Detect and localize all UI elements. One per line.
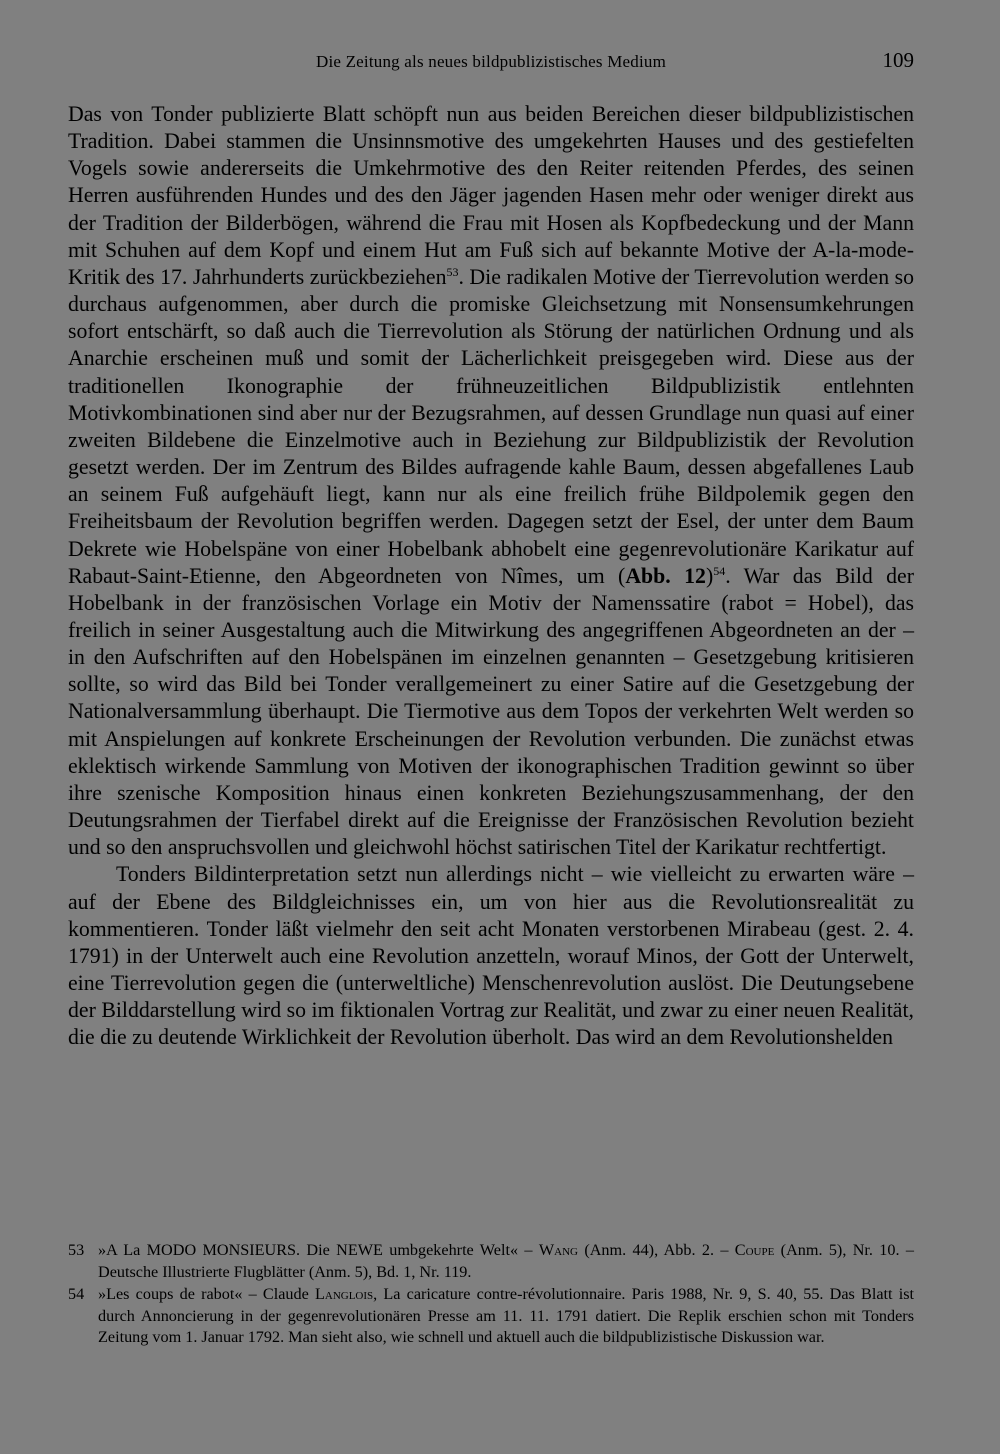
- author-name: Langlois: [314, 1285, 374, 1304]
- footnote-text: [98, 1284, 914, 1349]
- paragraph-1: [68, 101, 914, 861]
- footnote-text-c: (Anm. 5), Nr. 10. – Deutsche Illustrierte Flugblätter (Anm. 5), Bd. 1, Nr. 119.: [98, 1241, 914, 1281]
- paragraph-1-text-d: . War das Bild der Hobelbank in der französischen Vorlage ein Motiv der Namenssatire (rabot = Hobel), das freilich in seiner Ausgestaltung auch die Mitwirkung des angegriffenen Abgeordneten an der – in den Aufschriften auf den Hobelspänen im einzelnen genannten – Gesetzgebung kritisieren sollte, so wird das Bild bei Tonder verallgemeinert zu einer Satire auf die Gesetzgebung der Nationalversammlung überhaupt. Die Tiermotive aus dem Topos der verkehrten Welt werden so mit Anspielungen auf konkrete Erscheinungen der Revolution verbunden. Die zunächst etwas eklektisch wirkende Sammlung von Motiven der ikonographischen Tradition gewinnt so über ihre szenische Komposition hinaus einen konkreten Beziehungszusammenhang, der den Deutungsrahmen der Tierfabel direkt auf die Ereignisse der Französischen Revolution bezieht und so den anspruchsvollen und gleichwohl höchst satirischen Titel der Karikatur rechtfertigt.: [68, 563, 914, 860]
- footnote-text-a: »A La MODO MONSIEURS. Die NEWE umbgekehrte Welt« –: [98, 1241, 539, 1259]
- footnote-number: 54: [68, 1285, 85, 1304]
- body-text: [68, 101, 914, 1051]
- footnote-54: [68, 1284, 914, 1349]
- figure-reference: Abb. 12: [625, 563, 706, 588]
- author-name: Wang: [538, 1241, 578, 1259]
- footnote-text-b: , La caricature contre-révolutionnaire. Paris 1988, Nr. 9, S. 40, 55. Das Blatt ist durch Annoncierung in der gegenrevolutionären Presse am 11. 11. 1791 datiert. Die Replik erschien schon mit Tonders Zeitung vom 1. Januar 1792. Man sieht also, wie schnell und aktuell auch die bildpublizistische Diskussion war.: [98, 1285, 914, 1347]
- footnote-text-b: (Anm. 44), Abb. 2. –: [577, 1241, 735, 1259]
- footnote-number: 53: [68, 1241, 85, 1259]
- page-header: [68, 50, 914, 76]
- footnotes: [68, 1240, 914, 1349]
- paragraph-1-text-c: ): [705, 563, 714, 588]
- paragraph-1-text-a: Das von Tonder publizierte Blatt schöpft nun aus beiden Bereichen dieser bildpublizistischen Tradition. Dabei stammen die Unsinnsmotive des umgekehrten Hauses und des gestiefelten Vogels sowie andererseits die Umkehrmotive des den Reiter reitenden Pferdes, des seinen Herren ausführenden Hundes und des den Jäger jagenden Hasen mehr oder weniger direkt aus der Tradition der Bilderbögen, während die Frau mit Hosen als Kopfbedeckung und der Mann mit Schuhen auf dem Kopf und einem Hut am Fuß sich auf bekannte Motive der A-la-mode-Kritik des 17. Jahrhunderts zurückbeziehen: [68, 102, 914, 289]
- running-title: Die Zeitung als neues bildpublizistisches Medium: [315, 52, 666, 71]
- footnote-text: [98, 1240, 914, 1283]
- footnote-text-a: »Les coups de rabot« – Claude: [98, 1285, 315, 1304]
- paragraph-1-text-b: . Die radikalen Motive der Tierrevolution werden so durchaus aufgenommen, aber durch die promiske Gleichsetzung mit Nonsensumkehrungen sofort entschärft, so daß auch die Tierrevolution als Störung der natürlichen Ordnung und als Anarchie erscheinen muß und somit der Lächerlichkeit preisgegeben wird. Diese aus der traditionellen Ikonographie der frühneuzeitlichen Bildpublizistik entlehnten Motivkombinationen sind aber nur der Bezugsrahmen, auf dessen Grundlage nun quasi auf einer zweiten Bildebene die Einzelmotive auch in Beziehung zur Bildpublizistik der Revolution gesetzt werden. Der im Zentrum des Bildes aufragende kahle Baum, dessen abgefallenes Laub an seinem Fuß aufgehäuft liegt, kann nur als eine freilich frühe Bildpolemik gegen den Freiheitsbaum der Revolution begriffen werden. Dagegen setzt der Esel, der unter dem Baum Dekrete wie Hobelspäne von einer Hobelbank abhobelt eine gegenrevolutionäre Karikatur auf Rabaut-Saint-Etienne, den Abgeordneten von Nîmes, um (: [68, 264, 915, 588]
- footnote-ref-53: 53: [446, 264, 459, 279]
- footnote-53: [68, 1240, 914, 1283]
- author-name: Coupe: [734, 1241, 775, 1259]
- page-number: 109: [882, 48, 914, 72]
- paragraph-2: Tonders Bildinterpretation setzt nun allerdings nicht – wie vielleicht zu erwarten wäre – auf der Ebene des Bildgleichnisses ein, um von hier aus die Revolutionsrealität zu kommentieren. Tonder läßt vielmehr den seit acht Monaten verstorbenen Mirabeau (gest. 2. 4. 1791) in der Unterwelt auch eine Revolution anzetteln, worauf Minos, der Gott der Unterwelt, eine Tierrevolution gegen die (unterweltliche) Menschenrevolution auslöst. Die Deutungsebene der Bilddarstellung wird so im fiktionalen Vortrag zur Realität, und zwar zu einer neuen Realität, die die zu deutende Wirklichkeit der Revolution überholt. Das wird an dem Revolutionshelden: [68, 862, 914, 1050]
- footnote-ref-54: 54: [713, 563, 726, 578]
